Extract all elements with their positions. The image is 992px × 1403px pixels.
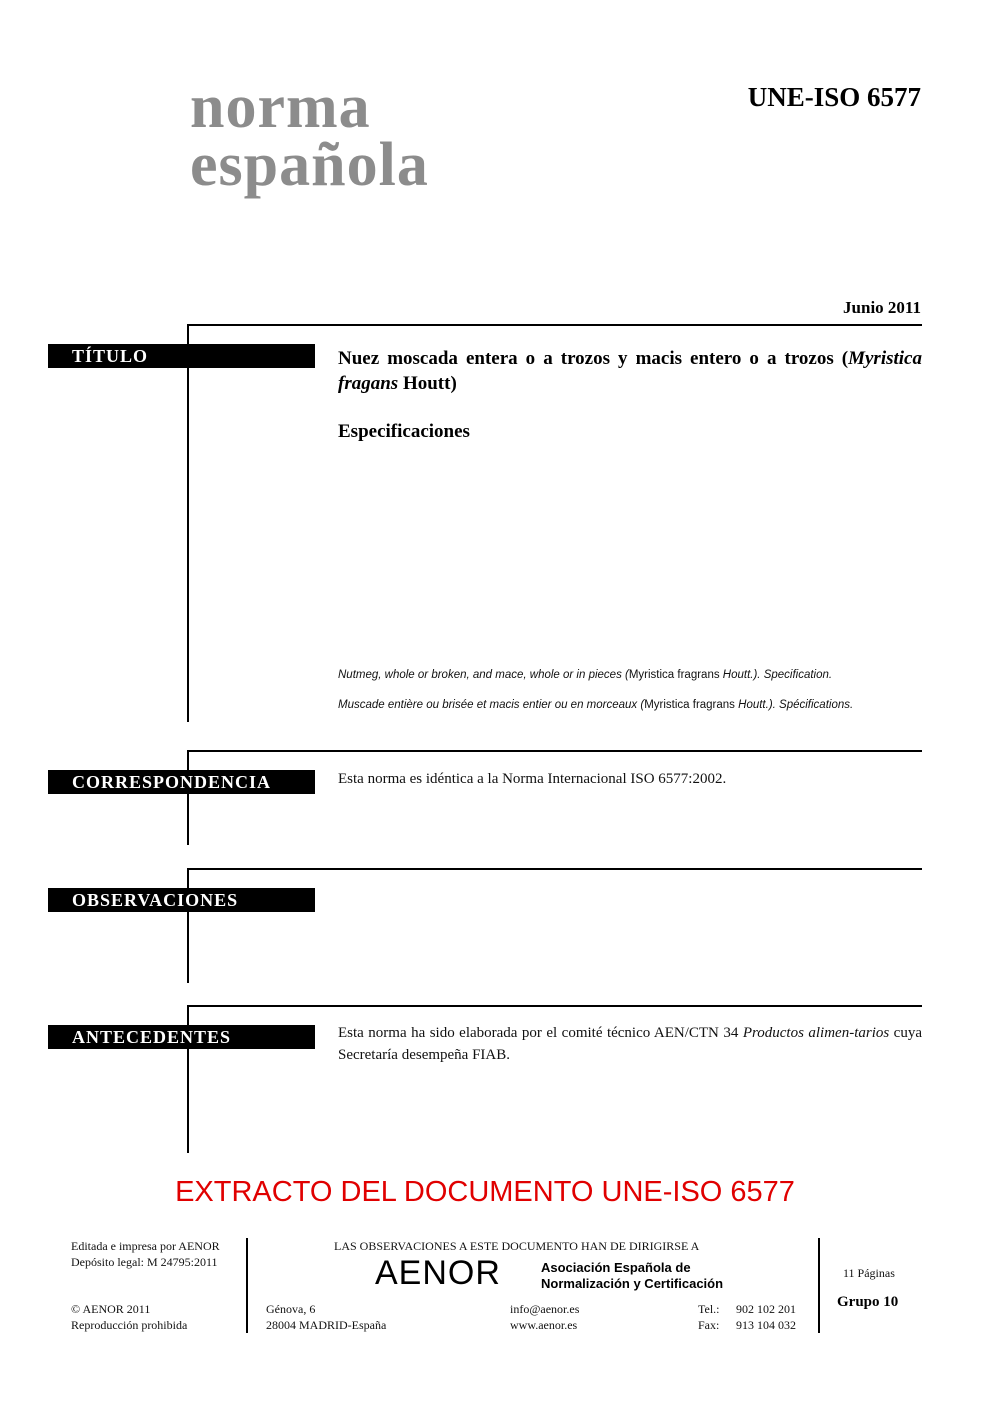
- edited-by: Editada e impresa por AENOR: [71, 1239, 220, 1253]
- copyright: © AENOR 2011: [71, 1302, 151, 1316]
- fax-number: 913 104 032: [736, 1318, 796, 1332]
- footer-copyright-info: [71, 1301, 187, 1333]
- price-group: Grupo 10: [837, 1294, 899, 1310]
- contact-email[interactable]: info@aenor.es: [510, 1302, 580, 1316]
- antecedentes-text: Esta norma ha sido elaborada por el comité técnico AEN/CTN 34 Productos alimen-tarios cuya Secretaría desempeña FIAB.: [338, 1025, 922, 1063]
- address-city: 28004 MADRID-España: [266, 1318, 387, 1332]
- contact-website[interactable]: www.aenor.es: [510, 1318, 578, 1332]
- english-title: Nutmeg, whole or broken, and mace, whole or in pieces (Myristica fragrans Houtt.). Specification.: [338, 669, 833, 681]
- tel-number: 902 102 201: [736, 1302, 796, 1316]
- label-titulo: TÍTULO: [48, 344, 315, 368]
- footer-address: [266, 1301, 386, 1333]
- legal-deposit: Depósito legal: M 24795:2011: [71, 1255, 218, 1269]
- section-divider-antecedentes: [188, 1005, 922, 1007]
- document-subtitle: Especificaciones: [338, 421, 470, 442]
- tagline-line2: Normalización y Certificación: [541, 1276, 724, 1291]
- page-count: 11 Páginas: [843, 1266, 895, 1280]
- section-divider-observaciones: [188, 868, 922, 870]
- label-correspondencia: CORRESPONDENCIA: [48, 770, 315, 794]
- extract-notice: EXTRACTO DEL DOCUMENTO UNE-ISO 6577: [175, 1176, 795, 1208]
- correspondencia-text: Esta norma es idéntica a la Norma Internacional ISO 6577:2002.: [338, 771, 727, 787]
- section-divider-correspondencia: [188, 750, 922, 752]
- address-street: Génova, 6: [266, 1302, 316, 1316]
- aenor-logo: AENOR: [375, 1254, 501, 1292]
- fax-label: Fax:: [698, 1318, 720, 1332]
- section-border-observaciones: [187, 868, 189, 983]
- section-border-correspondencia: [187, 750, 189, 845]
- tel-label: Tel.:: [698, 1302, 720, 1316]
- standard-code: UNE-ISO 6577: [747, 82, 921, 112]
- footer-divider-left: [246, 1238, 248, 1333]
- footer-publisher-info: [71, 1238, 220, 1270]
- norma-espanola-heading: [190, 73, 429, 199]
- footer-phone-labels: [698, 1301, 720, 1333]
- aenor-tagline: [541, 1260, 723, 1292]
- reproduction-notice: Reproducción prohibida: [71, 1318, 188, 1332]
- french-title: Muscade entière ou brisée et macis entier ou en morceaux (Myristica fragrans Houtt.). Spécifications.: [338, 699, 854, 711]
- publication-date: Junio 2011: [843, 298, 921, 317]
- footer-contact-web: [510, 1301, 579, 1333]
- section-border-titulo: [187, 324, 189, 722]
- document-title: Nuez moscada entera o a trozos y macis entero o a trozos (Myristica fragans Houtt): [338, 348, 922, 394]
- footer-divider-right: [818, 1238, 820, 1333]
- label-antecedentes: ANTECEDENTES: [48, 1025, 315, 1049]
- observations-note: LAS OBSERVACIONES A ESTE DOCUMENTO HAN DE DIRIGIRSE A: [334, 1239, 700, 1253]
- label-observaciones: OBSERVACIONES: [48, 888, 315, 912]
- norma-line2: española: [190, 131, 429, 199]
- tagline-line1: Asociación Española de: [541, 1260, 691, 1275]
- norma-line1: norma: [190, 73, 371, 141]
- footer-phone-numbers: [736, 1301, 796, 1333]
- section-divider-titulo: [188, 324, 922, 326]
